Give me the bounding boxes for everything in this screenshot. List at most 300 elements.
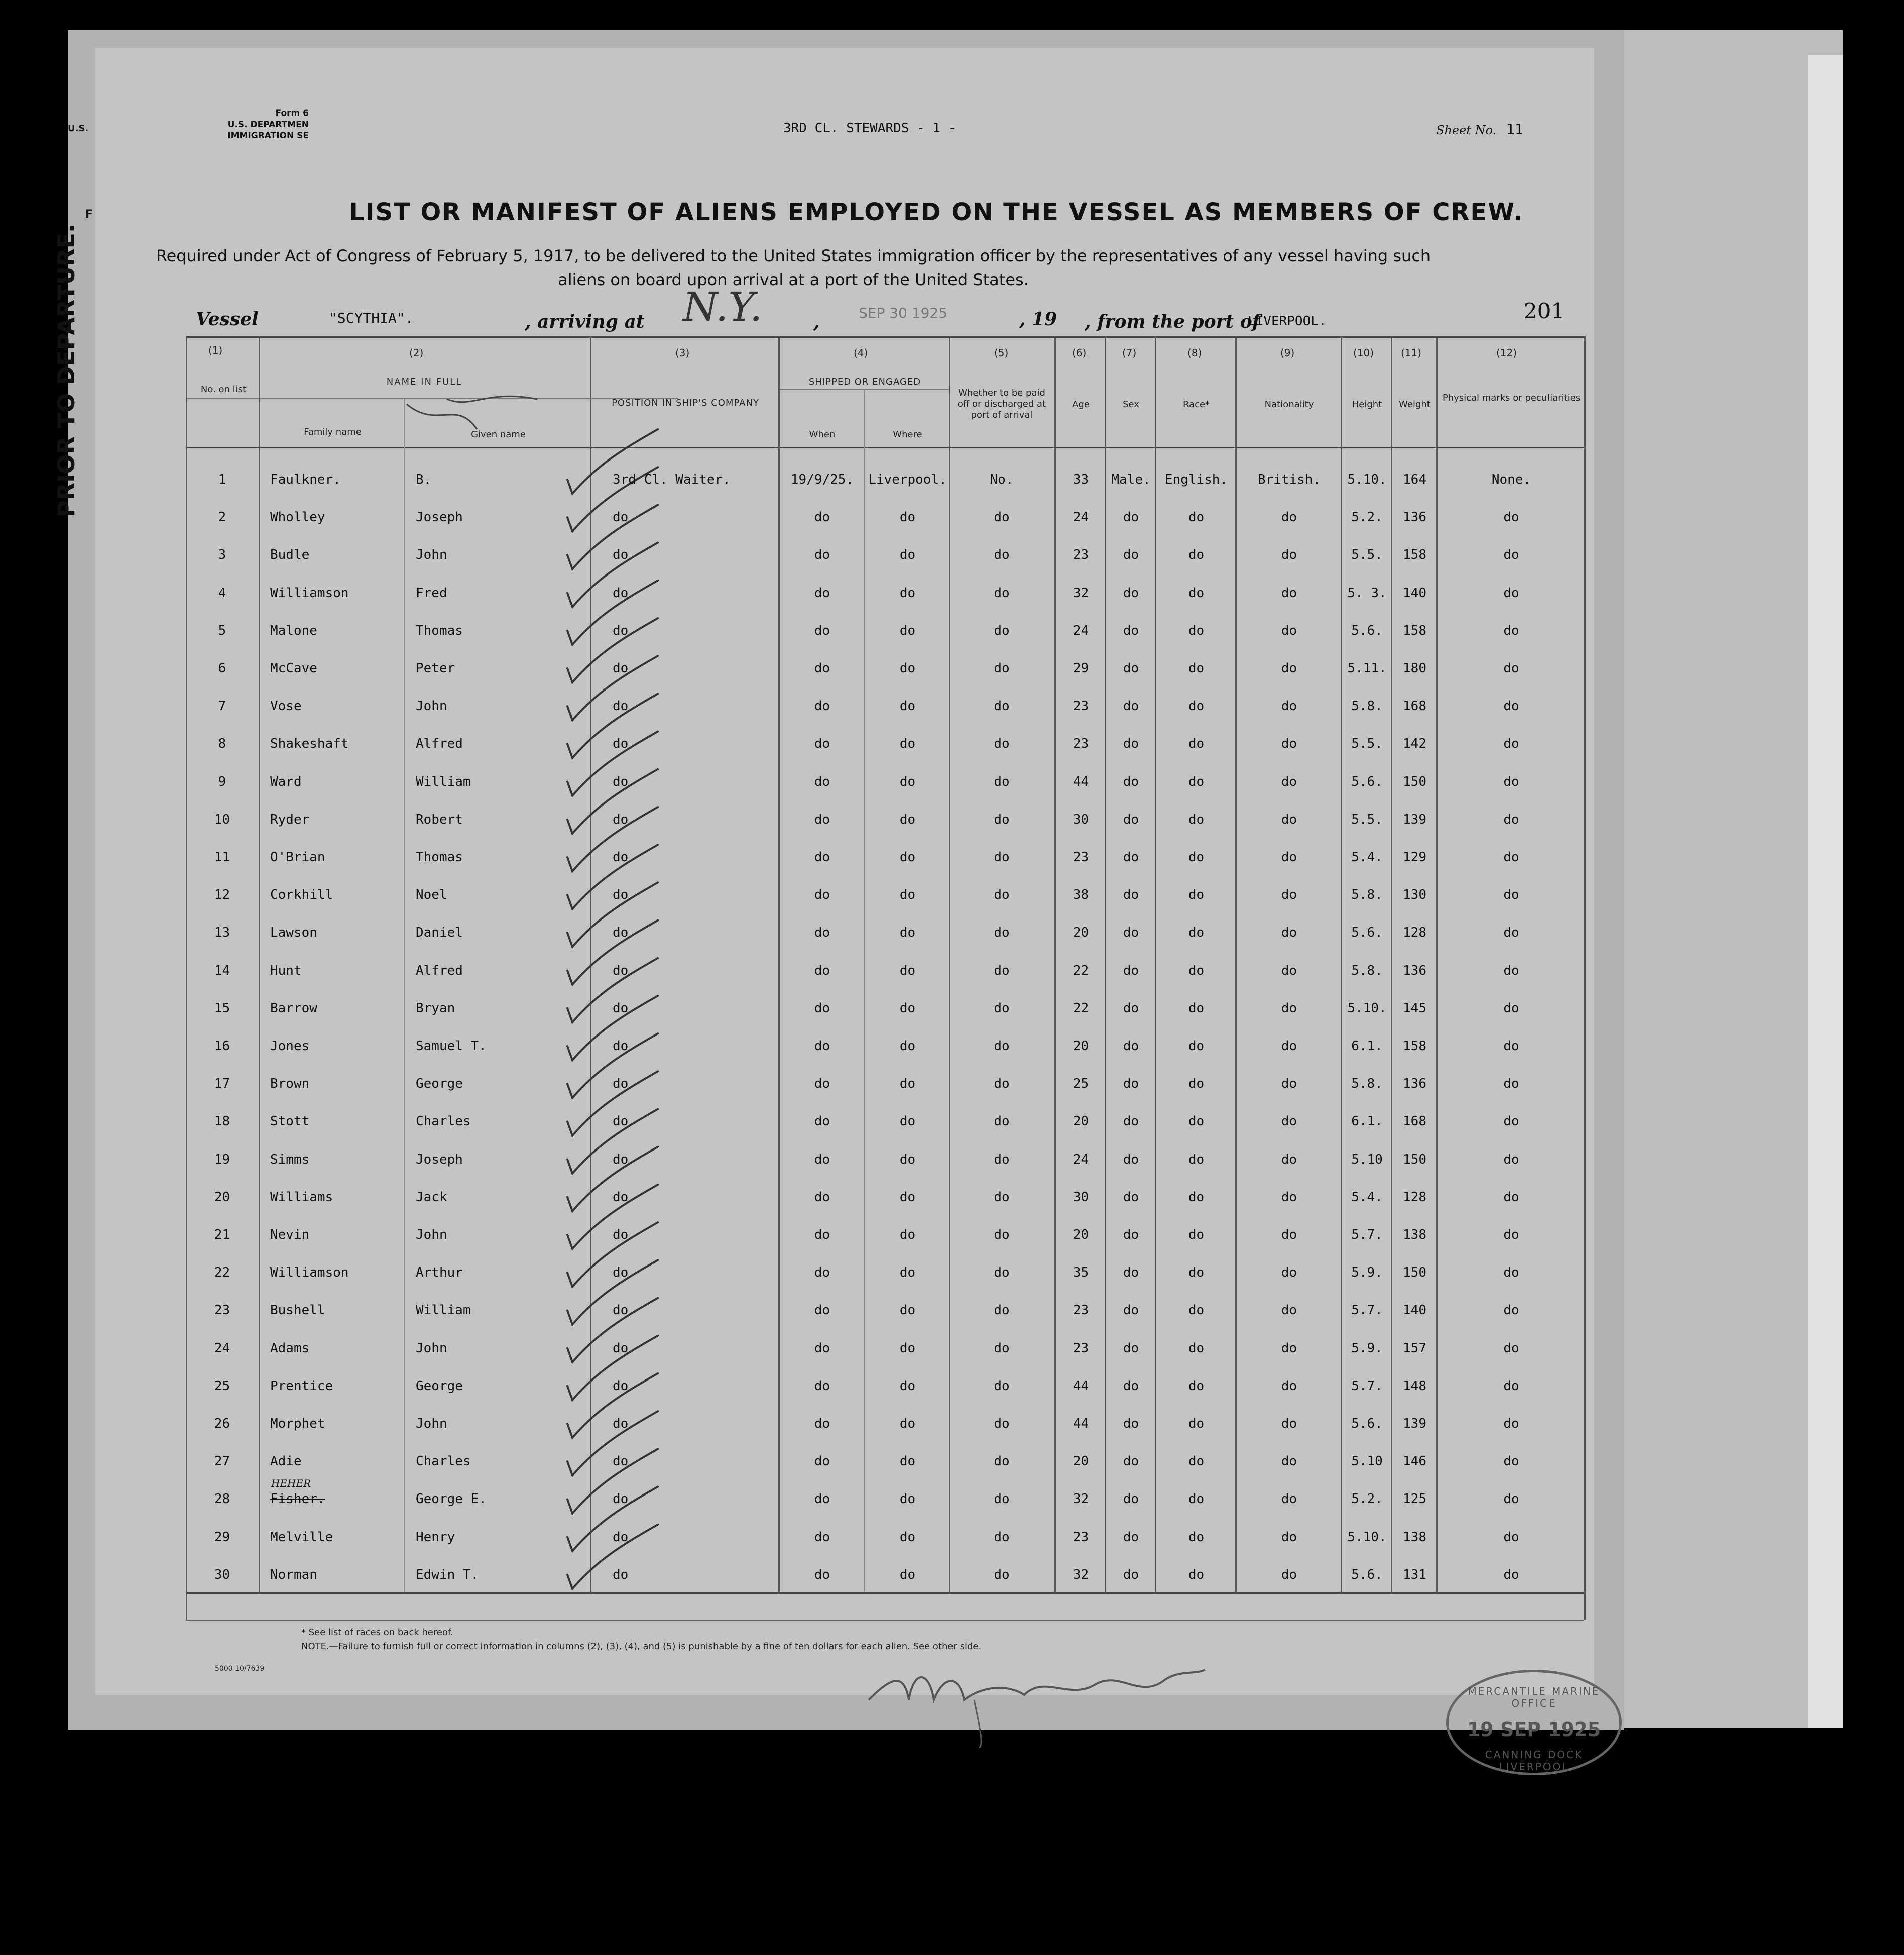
- when-cell: do: [814, 1303, 830, 1318]
- family-name-cell: Morphet: [270, 1416, 325, 1431]
- sex-cell: do: [1123, 1529, 1139, 1545]
- position-cell: do: [613, 1000, 629, 1016]
- header-given-name: Given name: [471, 429, 526, 440]
- paid-off-cell: do: [994, 850, 1010, 865]
- age-cell: 22: [1073, 963, 1089, 978]
- sex-cell: do: [1123, 963, 1139, 978]
- weight-cell: 146: [1403, 1454, 1426, 1469]
- height-cell: 5.2.: [1351, 1491, 1383, 1507]
- row-number: 1: [218, 472, 226, 487]
- position-cell: do: [613, 1378, 629, 1394]
- row-number: 17: [214, 1076, 230, 1092]
- row-number: 27: [214, 1454, 230, 1469]
- family-name-cell: McCave: [270, 661, 317, 676]
- row-number: 18: [214, 1114, 230, 1129]
- table-row: [95, 1114, 1594, 1134]
- table-row: [95, 1152, 1594, 1172]
- family-name-cell: Hunt: [270, 963, 302, 978]
- sex-cell: do: [1123, 699, 1139, 714]
- age-cell: 23: [1073, 1303, 1089, 1318]
- arriving-label: , arriving at: [525, 311, 645, 332]
- header-family-name: Family name: [304, 427, 362, 437]
- nationality-cell: do: [1281, 774, 1297, 789]
- row-number: 5: [218, 623, 226, 638]
- paid-off-cell: No.: [990, 472, 1014, 487]
- sex-cell: do: [1123, 1227, 1139, 1242]
- position-cell: do: [613, 1567, 629, 1582]
- sex-cell: do: [1123, 510, 1139, 525]
- weight-cell: 158: [1403, 547, 1426, 563]
- where-cell: do: [899, 887, 916, 903]
- physical-marks-cell: do: [1503, 661, 1519, 676]
- paid-off-cell: do: [994, 623, 1010, 638]
- nationality-cell: do: [1281, 812, 1297, 827]
- where-cell: Liverpool.: [868, 472, 947, 487]
- family-name-cell: Faulkner.: [270, 472, 341, 487]
- where-cell: do: [899, 1227, 916, 1242]
- position-cell: do: [613, 774, 629, 789]
- age-cell: 23: [1073, 736, 1089, 752]
- given-name-cell: Edwin T.: [416, 1567, 479, 1582]
- height-cell: 5.10.: [1347, 1000, 1387, 1016]
- when-cell: do: [814, 1567, 830, 1582]
- sex-cell: do: [1123, 1152, 1139, 1167]
- given-name-cell: William: [416, 1303, 471, 1318]
- age-cell: 23: [1073, 1529, 1089, 1545]
- age-cell: 20: [1073, 1227, 1089, 1242]
- sex-cell: do: [1123, 736, 1139, 752]
- physical-marks-cell: do: [1503, 1000, 1519, 1016]
- paid-off-cell: do: [994, 736, 1010, 752]
- height-cell: 5.10: [1351, 1454, 1383, 1469]
- when-cell: do: [814, 661, 830, 676]
- weight-cell: 150: [1403, 774, 1426, 789]
- paid-off-cell: do: [994, 1152, 1010, 1167]
- weight-cell: 150: [1403, 1152, 1426, 1167]
- sex-cell: do: [1123, 1114, 1139, 1129]
- given-name-cell: Alfred: [416, 736, 463, 752]
- table-row: [95, 1378, 1594, 1399]
- height-cell: 5.4.: [1351, 850, 1383, 865]
- height-cell: 6.1.: [1351, 1039, 1383, 1054]
- when-cell: do: [814, 887, 830, 903]
- where-cell: do: [899, 963, 916, 978]
- position-cell: do: [613, 736, 629, 752]
- race-cell: do: [1188, 850, 1205, 865]
- weight-cell: 158: [1403, 623, 1426, 638]
- position-cell: do: [613, 661, 629, 676]
- where-cell: do: [899, 1340, 916, 1356]
- physical-marks-cell: do: [1503, 623, 1519, 638]
- physical-marks-cell: do: [1503, 1416, 1519, 1431]
- where-cell: do: [899, 1303, 916, 1318]
- when-cell: do: [814, 1000, 830, 1016]
- paid-off-cell: do: [994, 1114, 1010, 1129]
- age-cell: 30: [1073, 812, 1089, 827]
- row-number: 8: [218, 736, 226, 752]
- header-position: POSITION IN SHIP'S COMPANY: [612, 398, 759, 408]
- sex-cell: do: [1123, 623, 1139, 638]
- table-row: [95, 1477, 1594, 1512]
- position-cell: do: [613, 1454, 629, 1469]
- table-row: [95, 623, 1594, 643]
- header-race: Race*: [1182, 399, 1210, 410]
- nationality-cell: do: [1281, 1189, 1297, 1205]
- when-cell: do: [814, 736, 830, 752]
- row-number: 12: [214, 887, 230, 903]
- when-cell: do: [814, 1076, 830, 1092]
- row-number: 21: [214, 1227, 230, 1242]
- sex-cell: do: [1123, 1303, 1139, 1318]
- given-name-cell: Peter: [416, 661, 455, 676]
- position-cell: do: [613, 963, 629, 978]
- table-row: [95, 887, 1594, 907]
- column-number: (11): [1401, 347, 1422, 359]
- weight-cell: 136: [1403, 1076, 1426, 1092]
- row-number: 13: [214, 925, 230, 941]
- sex-cell: do: [1123, 774, 1139, 789]
- height-cell: 5.6.: [1351, 925, 1383, 941]
- family-name-cell: Barrow: [270, 1000, 317, 1016]
- underlying-sheet-edge: [1808, 55, 1843, 1728]
- sex-cell: do: [1123, 1416, 1139, 1431]
- family-name-cell: Wholley: [270, 510, 325, 525]
- weight-cell: 150: [1403, 1265, 1426, 1281]
- header-shipped-or-engaged: SHIPPED OR ENGAGED: [808, 377, 921, 387]
- nationality-cell: do: [1281, 1567, 1297, 1582]
- nationality-cell: do: [1281, 699, 1297, 714]
- age-cell: 20: [1073, 1454, 1089, 1469]
- margin-text: U.S.: [68, 123, 89, 134]
- nationality-cell: do: [1281, 1491, 1297, 1507]
- where-cell: do: [899, 1189, 916, 1205]
- position-cell: do: [613, 1039, 629, 1054]
- document-subtitle: Required under Act of Congress of February 5, 1917, to be delivered to the United States immigration officer by the representatives of any vessel having such: [156, 246, 1431, 265]
- physical-marks-cell: do: [1503, 963, 1519, 978]
- nationality-cell: do: [1281, 623, 1297, 638]
- position-cell: do: [613, 699, 629, 714]
- age-cell: 23: [1073, 1340, 1089, 1356]
- when-cell: do: [814, 850, 830, 865]
- paid-off-cell: do: [994, 1416, 1010, 1431]
- height-cell: 5.4.: [1351, 1189, 1383, 1205]
- race-cell: do: [1188, 774, 1205, 789]
- office-stamp: [1446, 1670, 1622, 1775]
- nationality-cell: do: [1281, 1529, 1297, 1545]
- physical-marks-cell: do: [1503, 1152, 1519, 1167]
- age-cell: 30: [1073, 1189, 1089, 1205]
- sex-cell: do: [1123, 585, 1139, 601]
- when-cell: do: [814, 623, 830, 638]
- position-cell: do: [613, 1227, 629, 1242]
- signature: [859, 1640, 1210, 1750]
- nationality-cell: do: [1281, 1303, 1297, 1318]
- table-row: [95, 1190, 1594, 1210]
- given-name-cell: Joseph: [416, 510, 463, 525]
- race-cell: do: [1188, 623, 1205, 638]
- table-row: [95, 850, 1594, 870]
- height-cell: 5.11.: [1347, 661, 1387, 676]
- weight-cell: 139: [1403, 1416, 1426, 1431]
- where-cell: do: [899, 1000, 916, 1016]
- when-cell: do: [814, 963, 830, 978]
- family-name-cell: Norman: [270, 1567, 317, 1582]
- family-name-cell: Williamson: [270, 585, 349, 601]
- race-cell: do: [1188, 1265, 1205, 1281]
- given-name-cell: Robert: [416, 812, 463, 827]
- given-name-cell: George: [416, 1378, 463, 1394]
- age-cell: 38: [1073, 887, 1089, 903]
- height-cell: 5.5.: [1351, 812, 1383, 827]
- nationality-cell: do: [1281, 925, 1297, 941]
- height-cell: 5.7.: [1351, 1227, 1383, 1242]
- race-cell: do: [1188, 1303, 1205, 1318]
- given-name-cell: George E.: [416, 1491, 487, 1507]
- position-cell: do: [613, 1152, 629, 1167]
- when-cell: do: [814, 812, 830, 827]
- nationality-cell: do: [1281, 661, 1297, 676]
- given-name-cell: Alfred: [416, 963, 463, 978]
- position-cell: do: [613, 547, 629, 563]
- age-cell: 32: [1073, 585, 1089, 601]
- column-number: (10): [1353, 347, 1374, 359]
- row-number: 6: [218, 661, 226, 676]
- physical-marks-cell: do: [1503, 1076, 1519, 1092]
- penalty-note: NOTE.—Failure to furnish full or correct information in columns (2), (3), (4), and (5) is punishable by a fine of ten dollars for each alien. See other side.: [301, 1641, 982, 1652]
- weight-cell: 140: [1403, 585, 1426, 601]
- height-cell: 5.6.: [1351, 1567, 1383, 1582]
- physical-marks-cell: do: [1503, 1491, 1519, 1507]
- family-name-cell: Williamson: [270, 1265, 349, 1281]
- when-cell: do: [814, 1189, 830, 1205]
- where-cell: do: [899, 1567, 916, 1582]
- where-cell: do: [899, 850, 916, 865]
- physical-marks-cell: do: [1503, 510, 1519, 525]
- column-number: (1): [208, 344, 223, 356]
- table-row: [95, 736, 1594, 756]
- table-row: [95, 774, 1594, 794]
- height-cell: 5.10.: [1347, 472, 1387, 487]
- race-cell: do: [1188, 812, 1205, 827]
- vessel-label: Vessel: [196, 309, 259, 330]
- physical-marks-cell: do: [1503, 547, 1519, 563]
- table-row: [95, 547, 1594, 567]
- physical-marks-cell: do: [1503, 1265, 1519, 1281]
- where-cell: do: [899, 623, 916, 638]
- when-cell: do: [814, 1039, 830, 1054]
- physical-marks-cell: do: [1503, 850, 1519, 865]
- when-cell: do: [814, 1152, 830, 1167]
- position-cell: do: [613, 585, 629, 601]
- sex-cell: do: [1123, 925, 1139, 941]
- family-name-cell: Bushell: [270, 1303, 325, 1318]
- date-stamp: SEP 30 1925: [859, 305, 948, 321]
- table-row: [95, 586, 1594, 606]
- position-cell: do: [613, 1340, 629, 1356]
- column-number: (9): [1280, 347, 1295, 359]
- height-cell: 5.10.: [1347, 1529, 1387, 1545]
- row-number: 14: [214, 963, 230, 978]
- paid-off-cell: do: [994, 774, 1010, 789]
- age-cell: 35: [1073, 1265, 1089, 1281]
- physical-marks-cell: do: [1503, 1114, 1519, 1129]
- race-cell: do: [1188, 585, 1205, 601]
- header-sex: Sex: [1123, 399, 1139, 410]
- from-port: LIVERPOOL.: [1248, 314, 1327, 329]
- given-name-cell: Jack: [416, 1189, 447, 1205]
- row-number: 11: [214, 850, 230, 865]
- given-name-cell: John: [416, 1340, 447, 1356]
- race-cell: do: [1188, 1491, 1205, 1507]
- sex-cell: do: [1123, 1265, 1139, 1281]
- table-row: [95, 510, 1594, 530]
- where-cell: do: [899, 1529, 916, 1545]
- header-age: Age: [1072, 399, 1090, 410]
- physical-marks-cell: do: [1503, 774, 1519, 789]
- sheet-label: Sheet No.: [1436, 123, 1497, 137]
- table-row: [95, 925, 1594, 945]
- height-cell: 5.7.: [1351, 1378, 1383, 1394]
- race-cell: do: [1188, 1529, 1205, 1545]
- side-label: PRIOR TO DEPARTURE.: [53, 223, 80, 517]
- nationality-cell: do: [1281, 1416, 1297, 1431]
- weight-cell: 125: [1403, 1491, 1426, 1507]
- nationality-cell: do: [1281, 1152, 1297, 1167]
- when-cell: do: [814, 1265, 830, 1281]
- race-cell: do: [1188, 661, 1205, 676]
- sex-cell: do: [1123, 1340, 1139, 1356]
- height-cell: 5.2.: [1351, 510, 1383, 525]
- weight-cell: 145: [1403, 1000, 1426, 1016]
- age-cell: 23: [1073, 850, 1089, 865]
- sex-cell: do: [1123, 1000, 1139, 1016]
- height-cell: 6.1.: [1351, 1114, 1383, 1129]
- race-cell: do: [1188, 1114, 1205, 1129]
- height-cell: 5. 3.: [1347, 585, 1387, 601]
- sex-cell: Male.: [1111, 472, 1151, 487]
- paid-off-cell: do: [994, 661, 1010, 676]
- physical-marks-cell: do: [1503, 1189, 1519, 1205]
- stamp-line: CANNING DOCK LIVERPOOL: [1485, 1749, 1583, 1773]
- race-cell: do: [1188, 1567, 1205, 1582]
- paid-off-cell: do: [994, 1378, 1010, 1394]
- print-code: 5000 10/7639: [215, 1665, 265, 1673]
- height-cell: 5.5.: [1351, 547, 1383, 563]
- age-cell: 24: [1073, 510, 1089, 525]
- where-cell: do: [899, 1454, 916, 1469]
- family-name-cell: Williams: [270, 1189, 333, 1205]
- given-name-cell: B.: [416, 472, 432, 487]
- when-cell: 19/9/25.: [790, 472, 854, 487]
- sex-cell: do: [1123, 1454, 1139, 1469]
- position-cell: do: [613, 623, 629, 638]
- family-name-cell: Ward: [270, 774, 302, 789]
- race-cell: do: [1188, 1340, 1205, 1356]
- row-number: 3: [218, 547, 226, 563]
- family-name-cell: Ryder: [270, 812, 310, 827]
- race-cell: do: [1188, 887, 1205, 903]
- physical-marks-cell: do: [1503, 736, 1519, 752]
- row-number: 30: [214, 1567, 230, 1582]
- when-cell: do: [814, 925, 830, 941]
- nationality-cell: do: [1281, 1265, 1297, 1281]
- age-cell: 23: [1073, 699, 1089, 714]
- row-number: 15: [214, 1000, 230, 1016]
- paid-off-cell: do: [994, 1265, 1010, 1281]
- paid-off-cell: do: [994, 1454, 1010, 1469]
- where-cell: do: [899, 1378, 916, 1394]
- race-cell: do: [1188, 699, 1205, 714]
- weight-cell: 168: [1403, 1114, 1426, 1129]
- height-cell: 5.8.: [1351, 699, 1383, 714]
- sex-cell: do: [1123, 1039, 1139, 1054]
- paid-off-cell: do: [994, 963, 1010, 978]
- sex-cell: do: [1123, 812, 1139, 827]
- table-row: [95, 1341, 1594, 1361]
- where-cell: do: [899, 1152, 916, 1167]
- where-cell: do: [899, 1416, 916, 1431]
- physical-marks-cell: do: [1503, 887, 1519, 903]
- table-row: [95, 1039, 1594, 1059]
- family-name-cell: Lawson: [270, 925, 317, 941]
- from-label: , from the port of: [1085, 311, 1260, 332]
- when-cell: do: [814, 699, 830, 714]
- paid-off-cell: do: [994, 699, 1010, 714]
- where-cell: do: [899, 1039, 916, 1054]
- given-name-cell: Samuel T.: [416, 1039, 487, 1054]
- sex-cell: do: [1123, 1378, 1139, 1394]
- family-name-cell: Fisher.: [270, 1491, 325, 1507]
- age-cell: 44: [1073, 1378, 1089, 1394]
- row-number: 4: [218, 585, 226, 601]
- race-cell: do: [1188, 1454, 1205, 1469]
- column-number: (7): [1122, 347, 1137, 359]
- table-row: [95, 1076, 1594, 1096]
- height-cell: 5.6.: [1351, 623, 1383, 638]
- family-name-cell: Budle: [270, 547, 310, 563]
- where-cell: do: [899, 510, 916, 525]
- table-row: [95, 1265, 1594, 1285]
- column-number: (4): [854, 347, 868, 359]
- family-name-cell: Nevin: [270, 1227, 310, 1242]
- document-title: LIST OR MANIFEST OF ALIENS EMPLOYED ON THE VESSEL AS MEMBERS OF CREW.: [349, 198, 1524, 226]
- physical-marks-cell: do: [1503, 1567, 1519, 1582]
- table-row: [95, 1530, 1594, 1550]
- physical-marks-cell: do: [1503, 1454, 1519, 1469]
- paid-off-cell: do: [994, 887, 1010, 903]
- physical-marks-cell: do: [1503, 925, 1519, 941]
- height-cell: 5.5.: [1351, 736, 1383, 752]
- where-cell: do: [899, 812, 916, 827]
- paid-off-cell: do: [994, 1491, 1010, 1507]
- arriving-port: N.Y.: [683, 284, 763, 330]
- when-cell: do: [814, 1114, 830, 1129]
- age-cell: 32: [1073, 1491, 1089, 1507]
- given-name-cell: Charles: [416, 1454, 471, 1469]
- column-number: (6): [1072, 347, 1087, 359]
- position-cell: do: [613, 850, 629, 865]
- age-cell: 44: [1073, 774, 1089, 789]
- weight-cell: 130: [1403, 887, 1426, 903]
- family-name-cell: Prentice: [270, 1378, 333, 1394]
- weight-cell: 128: [1403, 925, 1426, 941]
- year-label: , 19: [1019, 309, 1057, 330]
- document-subtitle: aliens on board upon arrival at a port of the United States.: [558, 270, 1029, 289]
- height-cell: 5.8.: [1351, 887, 1383, 903]
- age-cell: 23: [1073, 547, 1089, 563]
- header-paid-off: Whether to be paid off or discharged at port of arrival: [957, 388, 1046, 420]
- position-cell: do: [613, 925, 629, 941]
